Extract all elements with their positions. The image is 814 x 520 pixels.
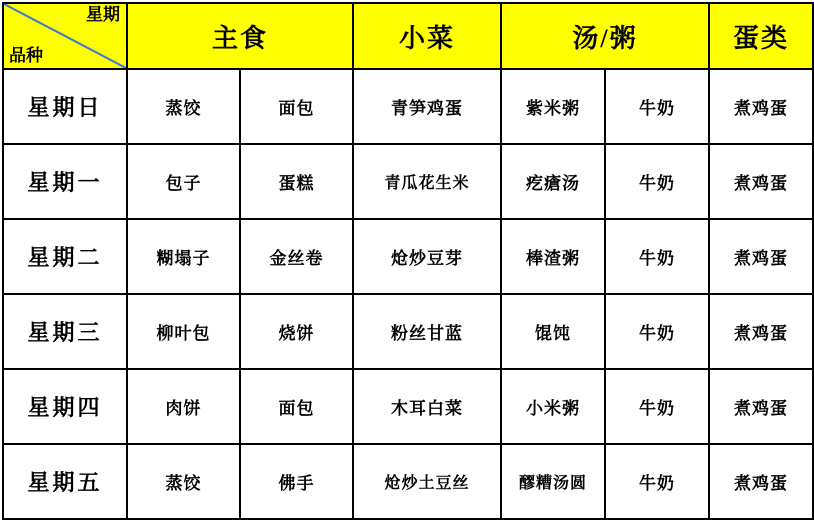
corner-weekday-label: 星期 (86, 5, 120, 24)
staple-food-2: 金丝卷 (240, 219, 353, 294)
egg-dish: 煮鸡蛋 (709, 294, 813, 369)
corner-category-label: 品种 (9, 46, 43, 66)
table-row (3, 369, 813, 444)
table-row (3, 444, 813, 519)
table-row (3, 69, 813, 144)
side-dish: 青瓜花生米 (353, 144, 501, 219)
staple-food-2: 蛋糕 (240, 144, 353, 219)
staple-food-1: 包子 (127, 144, 240, 219)
drink: 牛奶 (605, 144, 709, 219)
side-dish: 粉丝甘蓝 (353, 294, 501, 369)
egg-dish: 煮鸡蛋 (709, 444, 813, 519)
egg-dish: 煮鸡蛋 (709, 219, 813, 294)
drink: 牛奶 (605, 294, 709, 369)
table-row (3, 219, 813, 294)
side-dish: 炝炒豆芽 (353, 219, 501, 294)
soup-porridge: 棒渣粥 (501, 219, 605, 294)
day-label: 星期日 (3, 69, 127, 144)
staple-food-1: 蒸饺 (127, 69, 240, 144)
staple-food-1: 柳叶包 (127, 294, 240, 369)
drink: 牛奶 (605, 369, 709, 444)
staple-food-2: 烧饼 (240, 294, 353, 369)
table-row (3, 144, 813, 219)
soup-porridge: 小米粥 (501, 369, 605, 444)
side-dish: 青笋鸡蛋 (353, 69, 501, 144)
staple-food-2: 面包 (240, 369, 353, 444)
staple-food-2: 面包 (240, 69, 353, 144)
egg-dish: 煮鸡蛋 (709, 69, 813, 144)
day-label: 星期四 (3, 369, 127, 444)
egg-dish: 煮鸡蛋 (709, 369, 813, 444)
header-eggs: 蛋类 (709, 3, 813, 69)
soup-porridge: 紫米粥 (501, 69, 605, 144)
header-side-dish: 小菜 (353, 3, 501, 69)
soup-porridge: 馄饨 (501, 294, 605, 369)
staple-food-1: 蒸饺 (127, 444, 240, 519)
table-row (3, 294, 813, 369)
day-label: 星期五 (3, 444, 127, 519)
staple-food-2: 佛手 (240, 444, 353, 519)
drink: 牛奶 (605, 69, 709, 144)
side-dish: 木耳白菜 (353, 369, 501, 444)
side-dish: 炝炒土豆丝 (353, 444, 501, 519)
weekly-menu-table (2, 2, 814, 520)
soup-porridge: 疙瘡汤 (501, 144, 605, 219)
table-header-row (3, 3, 813, 69)
corner-header-cell (3, 3, 127, 69)
header-staple-food: 主食 (127, 3, 353, 69)
day-label: 星期三 (3, 294, 127, 369)
staple-food-1: 肉饼 (127, 369, 240, 444)
day-label: 星期二 (3, 219, 127, 294)
soup-porridge: 醪糟汤圆 (501, 444, 605, 519)
drink: 牛奶 (605, 219, 709, 294)
egg-dish: 煮鸡蛋 (709, 144, 813, 219)
drink: 牛奶 (605, 444, 709, 519)
day-label: 星期一 (3, 144, 127, 219)
staple-food-1: 糊塌子 (127, 219, 240, 294)
header-soup-porridge: 汤/粥 (501, 3, 709, 69)
